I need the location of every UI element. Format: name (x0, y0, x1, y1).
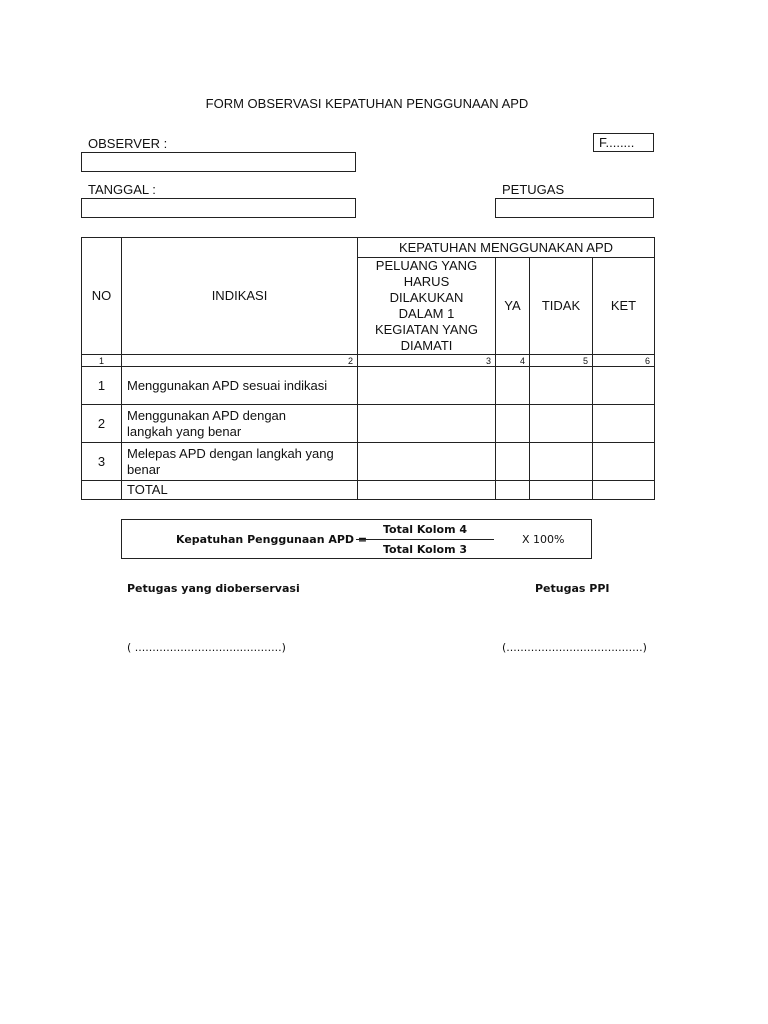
total-no-cell (82, 481, 122, 500)
kepatuhan-group-header: KEPATUHAN MENGGUNAKAN APD (358, 238, 655, 258)
cell-ya[interactable] (496, 367, 530, 405)
cell-tidak[interactable] (530, 405, 593, 443)
signature-right-label: Petugas PPI (535, 582, 610, 595)
observer-label: OBSERVER : (88, 136, 168, 151)
observer-field[interactable] (81, 152, 356, 172)
total-label: TOTAL (122, 481, 358, 500)
cell-peluang[interactable] (358, 405, 496, 443)
cell-ket[interactable] (593, 405, 655, 443)
cell-ya[interactable] (496, 443, 530, 481)
row-number: 1 (82, 367, 122, 405)
tanggal-label: TANGGAL : (88, 182, 156, 197)
fraction-line (356, 539, 494, 540)
column-number-row (82, 355, 655, 367)
col-number: 1 (82, 355, 122, 367)
row-indikasi: Melepas APD dengan langkah yang benar (122, 443, 358, 481)
total-ket[interactable] (593, 481, 655, 500)
petugas-field[interactable] (495, 198, 654, 218)
col-number: 4 (496, 355, 530, 367)
row-indikasi: Menggunakan APD sesuai indikasi (122, 367, 358, 405)
row-number: 3 (82, 443, 122, 481)
cell-peluang[interactable] (358, 367, 496, 405)
observation-table (81, 237, 655, 500)
table-row (82, 405, 655, 443)
cell-tidak[interactable] (530, 367, 593, 405)
form-code-label: F........ (599, 135, 635, 150)
total-row (82, 481, 655, 500)
cell-ket[interactable] (593, 443, 655, 481)
total-ya[interactable] (496, 481, 530, 500)
formula-label: Kepatuhan Penggunaan APD = (176, 533, 368, 546)
cell-tidak[interactable] (530, 443, 593, 481)
col-number: 2 (122, 355, 358, 367)
tanggal-field[interactable] (81, 198, 356, 218)
col-ya-header: YA (496, 258, 530, 355)
row-number: 2 (82, 405, 122, 443)
col-number: 5 (530, 355, 593, 367)
col-number: 6 (593, 355, 655, 367)
cell-ya[interactable] (496, 405, 530, 443)
col-number: 3 (358, 355, 496, 367)
col-ket-header: KET (593, 258, 655, 355)
formula-multiplier: X 100% (522, 533, 565, 546)
signature-left-label: Petugas yang dioberservasi (127, 582, 300, 595)
total-peluang[interactable] (358, 481, 496, 500)
col-indikasi-header: INDIKASI (122, 238, 358, 355)
table-row (82, 367, 655, 405)
signature-right-line[interactable]: (.......................................) (502, 641, 647, 654)
col-peluang-header: PELUANG YANG HARUS DILAKUKAN DALAM 1 KEGIATAN YANG DIAMATI (358, 258, 496, 355)
row-indikasi: Menggunakan APD dengan langkah yang benar (122, 405, 358, 443)
form-title: FORM OBSERVASI KEPATUHAN PENGGUNAAN APD (205, 96, 529, 111)
cell-peluang[interactable] (358, 443, 496, 481)
col-no-header: NO (82, 238, 122, 355)
formula-denominator: Total Kolom 3 (382, 543, 468, 556)
col-tidak-header: TIDAK (530, 258, 593, 355)
cell-ket[interactable] (593, 367, 655, 405)
table-row (82, 443, 655, 481)
petugas-label: PETUGAS (502, 182, 565, 197)
signature-left-line[interactable]: ( ..........................................) (127, 641, 286, 654)
total-tidak[interactable] (530, 481, 593, 500)
formula-numerator: Total Kolom 4 (382, 523, 468, 536)
